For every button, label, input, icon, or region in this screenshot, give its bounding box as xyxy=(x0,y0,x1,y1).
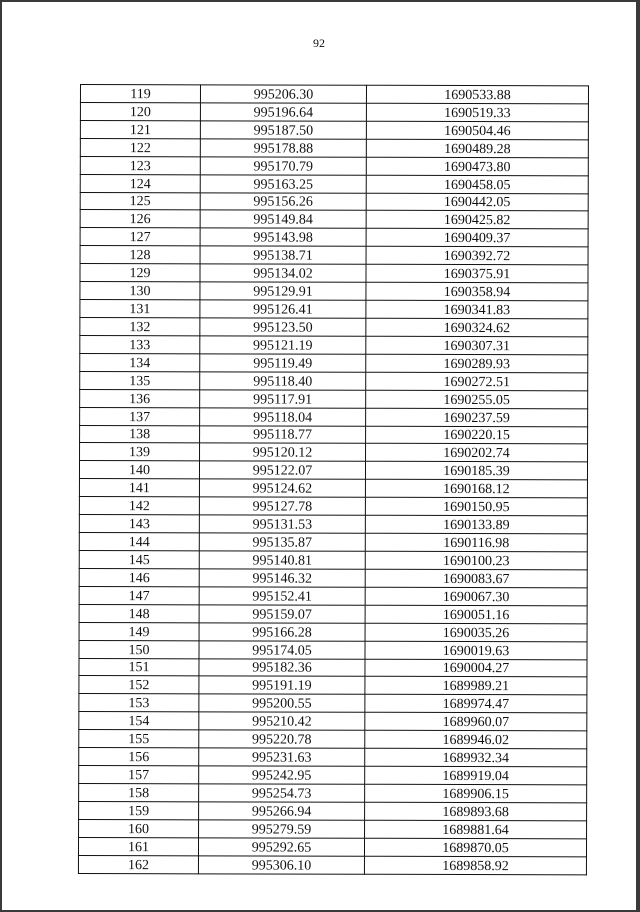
x-coordinate-cell: 995292.65 xyxy=(198,838,364,856)
point-number-cell: 136 xyxy=(80,389,200,407)
y-coordinate-cell: 1690067.30 xyxy=(365,587,587,606)
x-coordinate-cell: 995220.78 xyxy=(199,730,365,748)
table-row xyxy=(79,461,587,480)
x-coordinate-cell: 995159.07 xyxy=(199,605,365,623)
x-coordinate-cell: 995119.49 xyxy=(200,354,366,372)
table-row xyxy=(79,712,587,731)
point-number-cell: 138 xyxy=(80,425,200,443)
point-number-cell: 153 xyxy=(79,694,199,712)
x-coordinate-cell: 995166.28 xyxy=(199,622,365,640)
point-number-cell: 142 xyxy=(79,497,199,515)
y-coordinate-cell: 1690519.33 xyxy=(366,103,588,122)
table-row xyxy=(78,855,586,874)
x-coordinate-cell: 995121.19 xyxy=(200,336,366,354)
point-number-cell: 145 xyxy=(79,550,199,568)
y-coordinate-cell: 1690202.74 xyxy=(366,444,588,463)
table-row xyxy=(80,85,588,104)
table-row xyxy=(79,533,587,552)
table-row xyxy=(79,658,587,677)
y-coordinate-cell: 1689906.15 xyxy=(365,784,587,803)
point-number-cell: 148 xyxy=(79,604,199,622)
y-coordinate-cell: 1690019.63 xyxy=(365,641,587,660)
y-coordinate-cell: 1689932.34 xyxy=(365,748,587,767)
y-coordinate-cell: 1690051.16 xyxy=(365,605,587,624)
table-row xyxy=(80,335,588,354)
table-row xyxy=(79,586,587,605)
point-number-cell: 126 xyxy=(80,210,200,228)
y-coordinate-cell: 1690004.27 xyxy=(365,659,587,678)
x-coordinate-cell: 995231.63 xyxy=(199,748,365,766)
point-number-cell: 150 xyxy=(79,640,199,658)
x-coordinate-cell: 995242.95 xyxy=(199,766,365,784)
table-row xyxy=(80,210,588,229)
point-number-cell: 131 xyxy=(80,300,200,318)
point-number-cell: 157 xyxy=(79,766,199,784)
point-number-cell: 127 xyxy=(80,228,200,246)
point-number-cell: 120 xyxy=(80,102,200,120)
table-row xyxy=(80,282,588,301)
y-coordinate-cell: 1690185.39 xyxy=(365,462,587,481)
point-number-cell: 119 xyxy=(80,85,200,103)
table-row xyxy=(79,550,587,569)
point-number-cell: 133 xyxy=(80,335,200,353)
y-coordinate-cell: 1689960.07 xyxy=(365,713,587,732)
table-row xyxy=(80,174,588,193)
y-coordinate-cell: 1690035.26 xyxy=(365,623,587,642)
x-coordinate-cell: 995152.41 xyxy=(199,587,365,605)
y-coordinate-cell: 1689858.92 xyxy=(364,856,586,875)
table-row xyxy=(80,192,588,211)
point-number-cell: 154 xyxy=(79,712,199,730)
y-coordinate-cell: 1690307.31 xyxy=(366,336,588,355)
point-number-cell: 125 xyxy=(80,192,200,210)
y-coordinate-cell: 1689974.47 xyxy=(365,695,587,714)
table-row xyxy=(80,353,588,372)
table-row xyxy=(79,801,587,820)
point-number-cell: 139 xyxy=(80,443,200,461)
table-row xyxy=(79,568,587,587)
table-row xyxy=(79,748,587,767)
x-coordinate-cell: 995118.04 xyxy=(200,407,366,425)
x-coordinate-cell: 995200.55 xyxy=(199,694,365,712)
table-row xyxy=(80,138,588,157)
y-coordinate-cell: 1690442.05 xyxy=(366,193,588,212)
y-coordinate-cell: 1690473.80 xyxy=(366,157,588,176)
x-coordinate-cell: 995210.42 xyxy=(199,712,365,730)
point-number-cell: 137 xyxy=(80,407,200,425)
y-coordinate-cell: 1690533.88 xyxy=(366,85,588,104)
point-number-cell: 162 xyxy=(78,855,198,873)
table-row xyxy=(79,819,587,838)
y-coordinate-cell: 1690458.05 xyxy=(366,175,588,194)
x-coordinate-cell: 995131.53 xyxy=(199,515,365,533)
y-coordinate-cell: 1690100.23 xyxy=(365,551,587,570)
x-coordinate-cell: 995196.64 xyxy=(200,103,366,121)
x-coordinate-cell: 995182.36 xyxy=(199,658,365,676)
y-coordinate-cell: 1690504.46 xyxy=(366,121,588,140)
x-coordinate-cell: 995206.30 xyxy=(200,85,366,103)
table-row xyxy=(80,228,588,247)
x-coordinate-cell: 995266.94 xyxy=(199,802,365,820)
point-number-cell: 135 xyxy=(80,371,200,389)
point-number-cell: 128 xyxy=(80,246,200,264)
point-number-cell: 124 xyxy=(80,174,200,192)
point-number-cell: 140 xyxy=(79,461,199,479)
table-row xyxy=(80,317,588,336)
x-coordinate-cell: 995174.05 xyxy=(199,640,365,658)
point-number-cell: 121 xyxy=(80,120,200,138)
x-coordinate-cell: 995187.50 xyxy=(200,121,366,139)
x-coordinate-cell: 995146.32 xyxy=(199,569,365,587)
table-row xyxy=(80,371,588,390)
table-row xyxy=(79,694,587,713)
x-coordinate-cell: 995254.73 xyxy=(199,784,365,802)
y-coordinate-cell: 1690392.72 xyxy=(366,247,588,266)
table-row xyxy=(79,497,587,516)
y-coordinate-cell: 1690133.89 xyxy=(365,515,587,534)
table-row xyxy=(79,640,587,659)
table-row xyxy=(79,515,587,534)
point-number-cell: 146 xyxy=(79,568,199,586)
y-coordinate-cell: 1690375.91 xyxy=(366,264,588,283)
y-coordinate-cell: 1690358.94 xyxy=(366,282,588,301)
table-row xyxy=(79,479,587,498)
x-coordinate-cell: 995126.41 xyxy=(200,300,366,318)
table-row xyxy=(79,730,587,749)
y-coordinate-cell: 1690341.83 xyxy=(366,300,588,319)
point-number-cell: 132 xyxy=(80,317,200,335)
x-coordinate-cell: 995156.26 xyxy=(200,192,366,210)
table-row xyxy=(80,407,588,426)
table-row xyxy=(79,676,587,695)
page-number: 92 xyxy=(313,36,325,50)
point-number-cell: 156 xyxy=(79,748,199,766)
x-coordinate-cell: 995127.78 xyxy=(199,497,365,515)
y-coordinate-cell: 1690272.51 xyxy=(366,372,588,391)
x-coordinate-cell: 995135.87 xyxy=(199,533,365,551)
y-coordinate-cell: 1690324.62 xyxy=(366,318,588,337)
document-page xyxy=(2,2,636,910)
y-coordinate-cell: 1689881.64 xyxy=(365,820,587,839)
table-row xyxy=(79,604,587,623)
y-coordinate-cell: 1690425.82 xyxy=(366,211,588,230)
point-number-cell: 160 xyxy=(79,819,199,837)
table-row xyxy=(80,425,588,444)
point-number-cell: 149 xyxy=(79,622,199,640)
y-coordinate-cell: 1690116.98 xyxy=(365,533,587,552)
point-number-cell: 144 xyxy=(79,533,199,551)
y-coordinate-cell: 1689893.68 xyxy=(365,802,587,821)
x-coordinate-cell: 995163.25 xyxy=(200,174,366,192)
table-row xyxy=(80,443,588,462)
point-number-cell: 123 xyxy=(80,156,200,174)
coordinates-table-body xyxy=(78,85,588,875)
y-coordinate-cell: 1690489.28 xyxy=(366,139,588,158)
x-coordinate-cell: 995120.12 xyxy=(200,443,366,461)
x-coordinate-cell: 995122.07 xyxy=(199,461,365,479)
y-coordinate-cell: 1690255.05 xyxy=(366,390,588,409)
table-row xyxy=(79,622,587,641)
x-coordinate-cell: 995191.19 xyxy=(199,676,365,694)
x-coordinate-cell: 995279.59 xyxy=(199,820,365,838)
point-number-cell: 158 xyxy=(79,783,199,801)
y-coordinate-cell: 1689989.21 xyxy=(365,677,587,696)
y-coordinate-cell: 1689870.05 xyxy=(364,838,586,857)
point-number-cell: 161 xyxy=(78,837,198,855)
x-coordinate-cell: 995118.77 xyxy=(200,425,366,443)
point-number-cell: 151 xyxy=(79,658,199,676)
y-coordinate-cell: 1690150.95 xyxy=(365,497,587,516)
x-coordinate-cell: 995170.79 xyxy=(200,157,366,175)
point-number-cell: 122 xyxy=(80,138,200,156)
y-coordinate-cell: 1690409.37 xyxy=(366,229,588,248)
point-number-cell: 159 xyxy=(79,801,199,819)
x-coordinate-cell: 995124.62 xyxy=(199,479,365,497)
x-coordinate-cell: 995117.91 xyxy=(200,389,366,407)
y-coordinate-cell: 1690237.59 xyxy=(366,408,588,427)
point-number-cell: 141 xyxy=(79,479,199,497)
table-row xyxy=(80,120,588,139)
x-coordinate-cell: 995123.50 xyxy=(200,318,366,336)
table-row xyxy=(80,264,588,283)
point-number-cell: 134 xyxy=(80,353,200,371)
point-number-cell: 155 xyxy=(79,730,199,748)
y-coordinate-cell: 1690289.93 xyxy=(366,354,588,373)
point-number-cell: 152 xyxy=(79,676,199,694)
table-row xyxy=(79,766,587,785)
table-row xyxy=(80,389,588,408)
x-coordinate-cell: 995134.02 xyxy=(200,264,366,282)
y-coordinate-cell: 1690168.12 xyxy=(365,480,587,499)
coordinates-table xyxy=(78,84,589,875)
x-coordinate-cell: 995140.81 xyxy=(199,551,365,569)
x-coordinate-cell: 995143.98 xyxy=(200,228,366,246)
table-row xyxy=(80,156,588,175)
table-row xyxy=(78,837,586,856)
table-row xyxy=(80,102,588,121)
point-number-cell: 147 xyxy=(79,586,199,604)
x-coordinate-cell: 995138.71 xyxy=(200,246,366,264)
y-coordinate-cell: 1689946.02 xyxy=(365,730,587,749)
y-coordinate-cell: 1689919.04 xyxy=(365,766,587,785)
x-coordinate-cell: 995178.88 xyxy=(200,139,366,157)
table-row xyxy=(80,300,588,319)
point-number-cell: 130 xyxy=(80,282,200,300)
y-coordinate-cell: 1690083.67 xyxy=(365,569,587,588)
x-coordinate-cell: 995129.91 xyxy=(200,282,366,300)
x-coordinate-cell: 995149.84 xyxy=(200,210,366,228)
x-coordinate-cell: 995306.10 xyxy=(198,855,364,873)
table-row xyxy=(80,246,588,265)
point-number-cell: 129 xyxy=(80,264,200,282)
x-coordinate-cell: 995118.40 xyxy=(200,372,366,390)
point-number-cell: 143 xyxy=(79,515,199,533)
y-coordinate-cell: 1690220.15 xyxy=(366,426,588,445)
table-row xyxy=(79,783,587,802)
